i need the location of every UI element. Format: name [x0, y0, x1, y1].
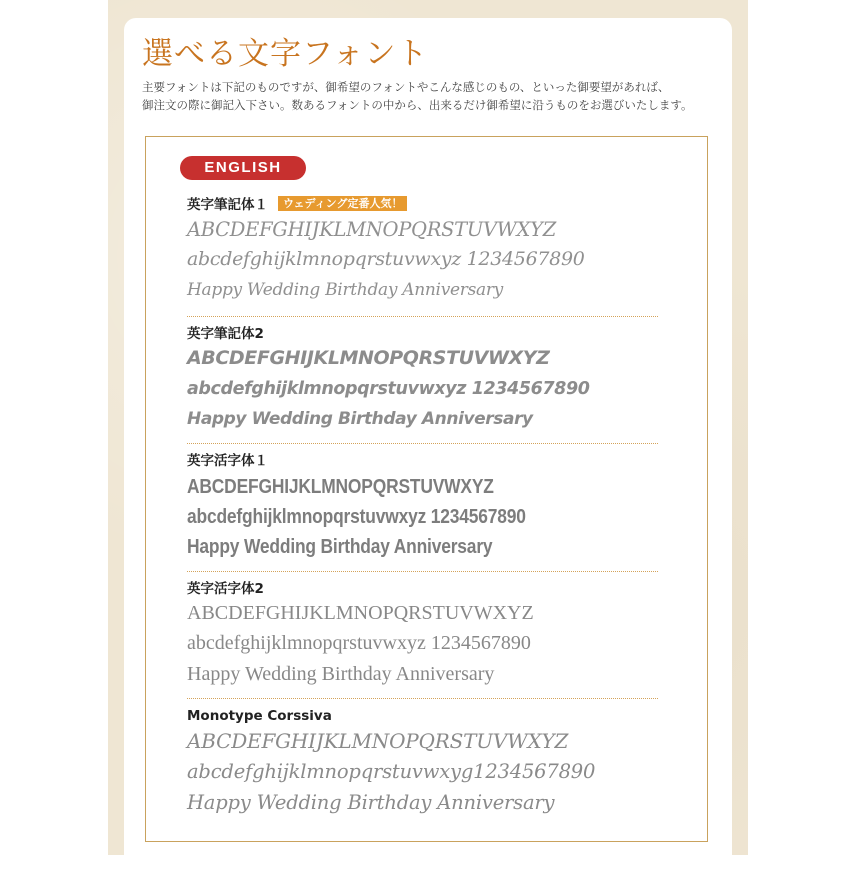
divider: [187, 571, 658, 572]
font-item-script-2: [187, 325, 662, 437]
font-item-monotype-corsiva: [187, 707, 662, 822]
sample-uppercase: ABCDEFGHIJKLMNOPQRSTUVWXYZ: [187, 729, 569, 753]
sample-lowercase-digits: abcdefghijklmnopqrstuvwxyg1234567890: [187, 760, 596, 783]
intro-line-1: 主要フォントは下記のものですが、御希望のフォントやこんな感じのもの、といった御要望があれば、: [142, 80, 670, 94]
sample-phrase: Happy Wedding Birthday Anniversary: [187, 280, 503, 300]
font-name: 英字活字体2: [187, 581, 264, 597]
font-name: 英字筆記体2: [187, 326, 264, 342]
sample-lowercase-digits: abcdefghijklmnopqrstuvwxyz 1234567890: [187, 632, 531, 654]
font-item-script-1: [187, 196, 662, 311]
font-item-print-2: [187, 580, 662, 692]
intro-line-2: 御注文の際に御記入下さい。数あるフォントの中から、出来るだけ御希望に沿うものをお選びいたします。: [142, 98, 693, 112]
sample-lowercase-digits: abcdefghijklmnopqrstuvwxyz 1234567890: [187, 248, 585, 270]
sample-lowercase-digits: abcdefghijklmnopqrstuvwxyz 1234567890: [187, 506, 526, 528]
font-name: Monotype Corssiva: [187, 708, 332, 724]
divider: [187, 316, 658, 317]
sample-uppercase: ABCDEFGHIJKLMNOPQRSTUVWXYZ: [187, 218, 556, 241]
sample-phrase: Happy Wedding Birthday Anniversary: [187, 536, 493, 558]
intro-text: [142, 78, 732, 114]
sample-phrase: Happy Wedding Birthday Anniversary: [187, 409, 533, 429]
divider: [187, 698, 658, 699]
sample-lowercase-digits: abcdefghijklmnopqrstuvwxyz 1234567890: [187, 379, 590, 399]
sample-uppercase: ABCDEFGHIJKLMNOPQRSTUVWXYZ: [187, 347, 550, 369]
font-name: 英字活字体１: [187, 453, 268, 469]
popular-tag: ウェディング定番人気！: [278, 196, 407, 211]
divider: [187, 443, 658, 444]
font-name: [187, 196, 662, 214]
font-item-print-1: [187, 452, 662, 564]
sample-phrase: Happy Wedding Birthday Anniversary: [187, 663, 495, 685]
sample-uppercase: ABCDEFGHIJKLMNOPQRSTUVWXYZ: [187, 476, 494, 498]
page-title: 選べる文字フォント: [142, 36, 429, 72]
english-section-badge: ENGLISH: [180, 156, 306, 180]
sample-uppercase: ABCDEFGHIJKLMNOPQRSTUVWXYZ: [187, 602, 534, 624]
font-name-label: 英字筆記体１: [187, 197, 268, 213]
sample-phrase: Happy Wedding Birthday Anniversary: [187, 791, 555, 814]
